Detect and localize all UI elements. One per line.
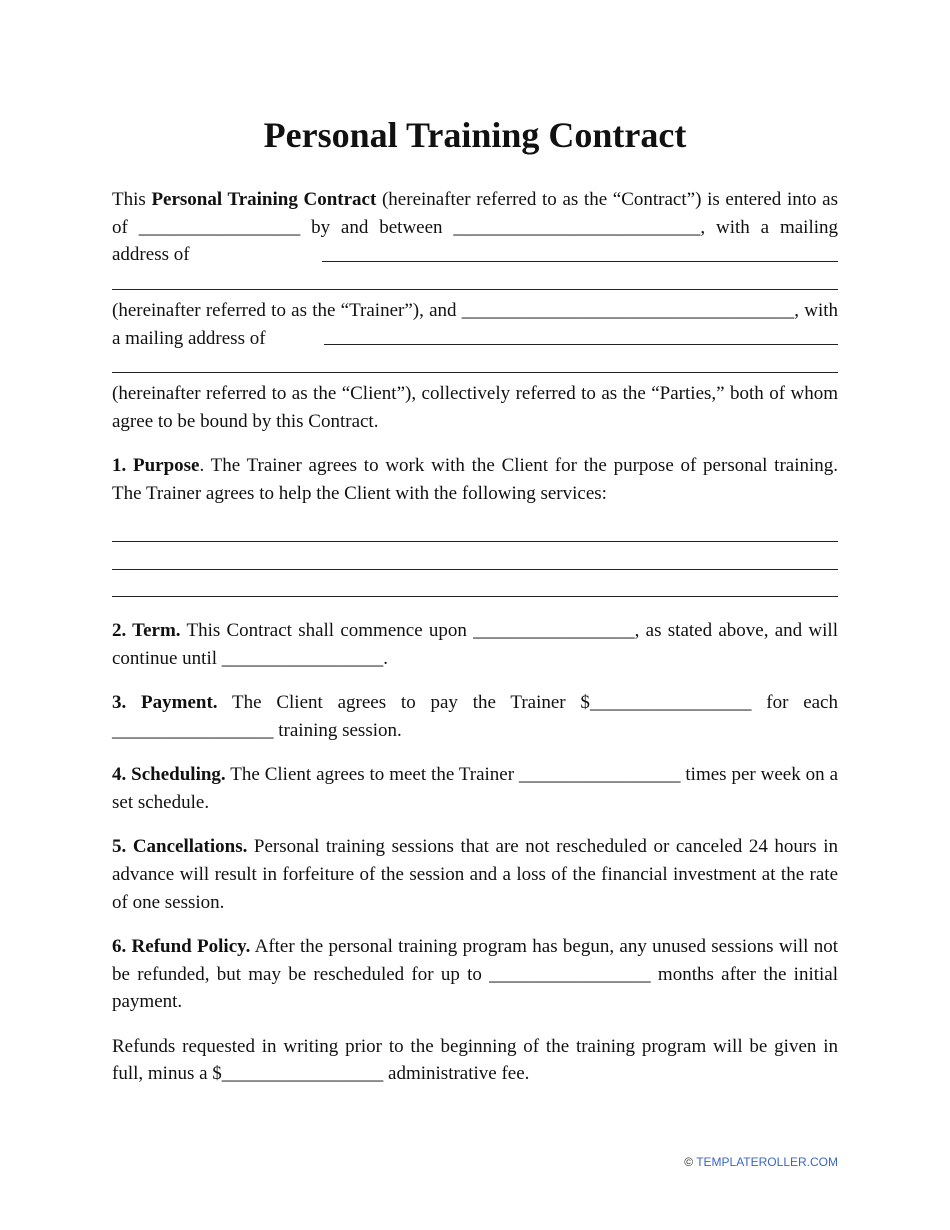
trainer-address-line-2[interactable] [112, 269, 838, 297]
refund-text: months after the initial payment. [112, 963, 838, 1013]
cancellations-section [112, 833, 838, 916]
services-lines [112, 521, 838, 604]
purpose-text: . The Trainer agrees to work with the Client for the purpose of personal training. The Trainer agrees to help the Client with the following services: [112, 454, 839, 504]
footer-brand [684, 1154, 838, 1170]
services-line[interactable] [112, 549, 838, 577]
client-name-blank[interactable]: ___________________________________ [461, 299, 795, 321]
payment-section [112, 689, 838, 744]
scheduling-section [112, 761, 838, 816]
payment-amount-blank[interactable]: _________________ [589, 692, 752, 714]
refund-fee-paragraph [112, 1033, 838, 1088]
refund-heading: 6. Refund Policy. [112, 936, 251, 958]
refund-fee-text: Refunds requested in writing prior to the beginning of the training program will be given in full, minus a $ [112, 1035, 838, 1085]
scheduling-text: times per week on a set schedule. [112, 764, 839, 814]
purpose-section [112, 452, 838, 507]
payment-text: for each [751, 692, 838, 714]
services-line[interactable] [112, 577, 838, 605]
scheduling-text: The Client agrees to meet the Trainer [225, 764, 519, 786]
purpose-heading: 1. Purpose [112, 454, 200, 476]
client-address-line-2[interactable] [112, 352, 838, 380]
term-text: , as stated above, and will continue until [112, 620, 838, 670]
term-heading: 2. Term. [112, 620, 181, 642]
term-text: . [383, 648, 389, 670]
intro-text: This [112, 189, 152, 210]
cancellations-heading: 5. Cancellations. [112, 836, 248, 858]
admin-fee-blank[interactable]: _________________ [221, 1063, 384, 1085]
refund-text: After the personal training program has begun, any unused sessions will not be refunded, but may be rescheduled for up to [112, 936, 838, 985]
payment-text: training session. [273, 720, 402, 742]
date-blank[interactable]: _________________ [138, 216, 301, 238]
trainer-name-blank[interactable]: __________________________ [453, 216, 701, 238]
document-body [112, 186, 838, 1105]
intro-text: by and between [300, 216, 454, 238]
intro-text: , with a mailing address of [112, 299, 839, 349]
services-line[interactable] [112, 521, 838, 549]
refund-fee-text: administrative fee. [383, 1063, 530, 1085]
intro-text: (hereinafter referred to as the “Contract”) is entered into as of [112, 189, 838, 238]
contract-name-bold: Personal Training Contract [151, 189, 377, 210]
payment-heading: 3. Payment. [112, 692, 218, 714]
reschedule-months-blank[interactable]: _________________ [489, 963, 651, 985]
payment-text: The Client agrees to pay the Trainer $ [217, 692, 590, 714]
copyright-symbol: © [684, 1155, 694, 1169]
term-section [112, 617, 838, 672]
trainer-address-line[interactable] [322, 241, 838, 269]
session-length-blank[interactable]: _________________ [112, 720, 274, 742]
client-address-line[interactable] [324, 325, 838, 353]
cancellations-text: Personal training sessions that are not rescheduled or canceled 24 hours in advance will result in forfeiture of the session and a loss of the financial investment at the rate of one session. [112, 836, 838, 913]
refund-section [112, 933, 838, 1016]
intro-text: (hereinafter referred to as the “Trainer”), and [112, 299, 462, 321]
scheduling-heading: 4. Scheduling. [112, 764, 226, 786]
times-per-week-blank[interactable]: _________________ [518, 764, 681, 786]
templateroller-link[interactable]: TEMPLATEROLLER.COM [696, 1155, 838, 1169]
end-date-blank[interactable]: _________________ [221, 648, 384, 670]
document-title: Personal Training Contract [263, 115, 687, 155]
intro-text: , with a mailing address of [112, 216, 839, 266]
term-text: This Contract shall commence upon [180, 620, 474, 642]
parties-paragraph: (hereinafter referred to as the “Client”), collectively referred to as the “Parties,” both of whom agree to be bound by this Contract. [112, 382, 838, 432]
start-date-blank[interactable]: _________________ [473, 620, 635, 642]
